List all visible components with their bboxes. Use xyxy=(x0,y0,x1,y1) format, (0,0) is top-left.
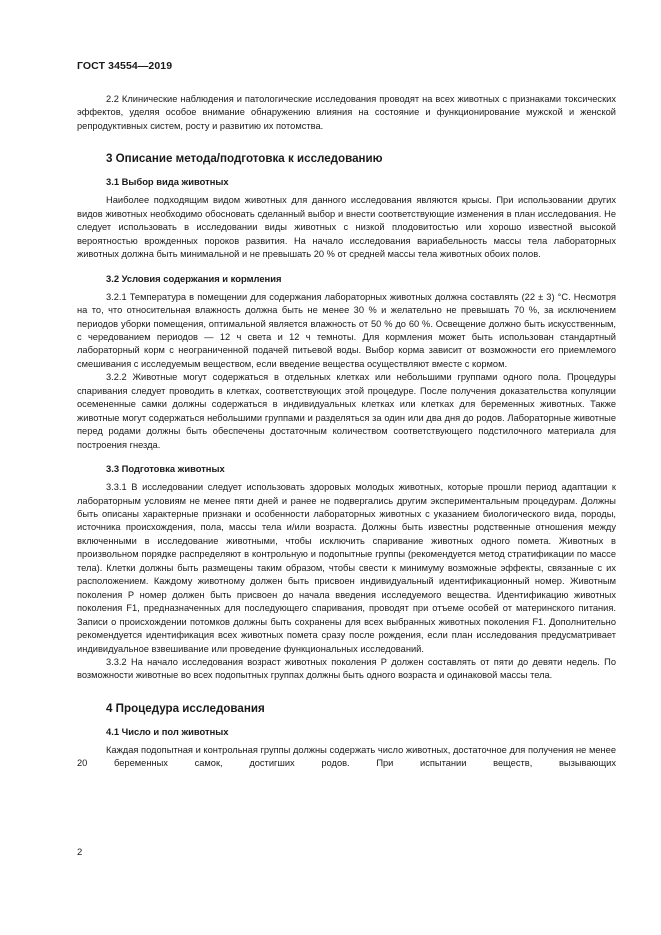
document-body xyxy=(77,93,616,771)
section-4-heading: 4 Процедура исследования xyxy=(106,701,265,715)
page-number: 2 xyxy=(77,847,83,858)
standard-header: ГОСТ 34554—2019 xyxy=(77,60,173,72)
subsection-3-2-heading: 3.2 Условия содержания и кормления xyxy=(106,272,282,284)
subsection-3-1-heading: 3.1 Выбор вида животных xyxy=(106,176,229,188)
paragraph-3-1: Наиболее подходящим видом животных для данного исследования являются крысы. При использовании других видов животных необходимо обосновать сделанный выбор и внести соответствующие изменения в план исследования. Не следует использовать в исследовании виды животных с низкой плодовитостью или хорошо известной высокой вероятностью врожденных пороков развития. На начало исследования вариабельность массы тела лабораторных животных должна быть минимальной и не превышать 20 % от средней массы тела животных обоих полов. xyxy=(77,195,616,260)
paragraph-3-3-1: 3.3.1 В исследовании следует использовать здоровых молодых животных, которые прошли период адаптации к лабораторным условиям не менее пяти дней и ранее не подвергались другим экспериментальным процедурам. Должны быть описаны характерные признаки и особенности лабораторных животных с указанием биологического вида, породы, источника происхождения, пола, массы тела и/или возраста. Должны быть известны родственные отношения между включенными в исследование животными, чтобы исключить спаривание животных одного помета. Животных в произвольном порядке распределяют в контрольную и подопытные группы (рекомендуется метод стратификации по массе тела). Клетки должны быть размещены таким образом, чтобы свести к минимуму возможные эффекты, связанные с их расположением. Каждому животному должен быть присвоен индивидуальный идентификационный номер. Животным поколения Р номер должен быть присвоен до начала введения исследуемого вещества. Идентификацию животных поколения F1, предназначенных для последующего спаривания, проводят при отъеме особей от материнского питания. Записи о происхождении потомков должны быть сохранены для всех выбранных животных поколения F1. Дополнительно рекомендуется идентификация всех животных помета сразу после рождения, если план исследования предусматривает индивидуальное взвешивание или проведение функциональных исследований. xyxy=(77,482,616,654)
paragraph-3-2-1: 3.2.1 Температура в помещении для содержания лабораторных животных должна составлять (22 ± 3) °С. Несмотря на то, что относительная влажность должна быть не менее 30 % и желательно не превышать 70 %, за исключением периодов уборки помещения, оптимальной является влажность от 50 % до 60 %. Освещение должно быть искусственным, с чередованием периодов — 12 ч света и 12 ч темноты. Для кормления может быть использован стандартный лабораторный корм с неограниченной подачей питьевой воды. Выбор корма зависит от возможности его приемлемого смешивания с исследуемым веществом, если введение вещества осуществляют вместе с кормом. xyxy=(77,291,616,369)
paragraph-3-3-2: 3.3.2 На начало исследования возраст животных поколения Р должен составлять от пяти до девяти недель. По возможности животные во всех подопытных группах должны быть одного возраста и одинаковой массы тела. xyxy=(77,656,616,681)
paragraph-3-2-2: 3.2.2 Животные могут содержаться в отдельных клетках или небольшими группами одного пола. Процедуры спаривания следует проводить в клетках, соответствующих этой процедуре. После получения доказательства копуляции осемененные самки должны содержаться в индивидуальных клетках или клетках для беременных животных. Также животные могут содержаться небольшими группами и разделяться за один или два дня до родов. Лабораторные животные перед родами должны быть обеспечены достаточным количеством соответствующего подстилочного материала для построения гнезда. xyxy=(77,372,616,450)
section-3-heading: 3 Описание метода/подготовка к исследованию xyxy=(106,152,383,166)
paragraph-2-2: 2.2 Клинические наблюдения и патологические исследования проводят на всех животных с признаками токсических эффектов, уделяя особое внимание обнаружению влияния на состояние и функционирование мужской и женской репродуктивных систем, росту и развитию их потомства. xyxy=(77,94,616,131)
subsection-3-3-heading: 3.3 Подготовка животных xyxy=(106,463,225,475)
subsection-4-1-heading: 4.1 Число и пол животных xyxy=(106,725,229,737)
paragraph-4-1: Каждая подопытная и контрольная группы должны содержать число животных, достаточное для получения не менее 20 беременных самок, достигших родов. При испытании веществ, вызывающих xyxy=(77,744,616,769)
